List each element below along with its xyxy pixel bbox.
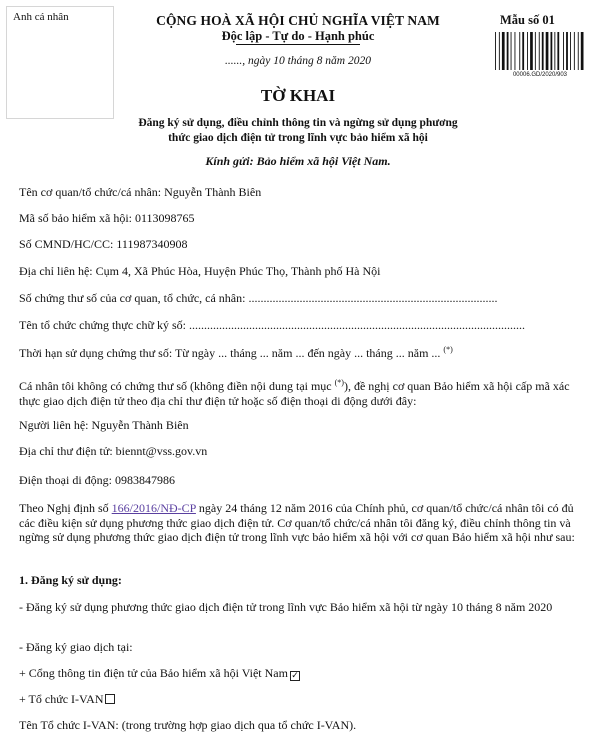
no-cert-text-b: ), đề nghị cơ quan Bảo hiểm xã hội cấp mã xác thực giao dịch điện tử theo địa chỉ thư điện tử hoặc số điện thoại di động dưới đây: [19, 379, 570, 408]
photo-label: Anh cá nhân [13, 11, 69, 23]
ivan-label: + Tổ chức I-VAN [19, 692, 104, 706]
field-insurance-code: Mã số bảo hiểm xã hội: 0113098765 [19, 211, 195, 225]
decree-link[interactable]: 166/2016/NĐ-CP [111, 501, 196, 515]
no-certificate-paragraph [19, 376, 584, 408]
nation-header: CỘNG HOÀ XÃ HỘI CHỦ NGHĨA VIỆT NAM [156, 13, 440, 28]
subtitle-line-2: thức giao dịch điện tử trong lĩnh vực bảo hiểm xã hội [168, 132, 428, 144]
field-id-number: Số CMND/HC/CC: 111987340908 [19, 237, 188, 251]
barcode-text: 00006.GD/2020/903 [512, 72, 568, 78]
field-cert-number: Số chứng thư số của cơ quan, tổ chức, cá nhân: ................................................................................... [19, 291, 498, 305]
field-phone: Điện thoại di động: 0983847986 [19, 473, 175, 487]
field-cert-org: Tên tổ chức chứng thực chữ ký số: ................................................................................................................ [19, 318, 525, 332]
field-validity [19, 345, 453, 361]
page-subtitle [0, 116, 596, 146]
ivan-checkbox[interactable] [105, 694, 115, 704]
field-address: Địa chỉ liên hệ: Cụm 4, Xã Phúc Hòa, Huyện Phúc Thọ, Thành phố Hà Nội [19, 264, 381, 278]
option-ivan [19, 692, 115, 707]
decree-paragraph [19, 501, 584, 545]
register-at-text: - Đăng ký giao dịch tại: [19, 640, 133, 654]
motto-underline [236, 44, 360, 45]
portal-checkbox[interactable]: ✓ [291, 671, 299, 681]
register-date-text: - Đăng ký sử dụng phương thức giao dịch điện tử trong lĩnh vực Bảo hiểm xã hội từ ngày 10 tháng 8 năm 2020 [19, 600, 553, 614]
document-date: ......, ngày 10 tháng 8 năm 2020 [225, 55, 371, 67]
ivan-name-text: Tên Tổ chức I-VAN: (trong trường hợp giao dịch qua tổ chức I-VAN). [19, 718, 357, 732]
validity-text: Thời hạn sử dụng chứng thư số: Từ ngày ... tháng ... năm ... đến ngày ... tháng ... năm ... [19, 346, 444, 360]
greeting: Kính gửi: Bảo hiểm xã hội Việt Nam. [205, 154, 391, 168]
page-title: TỜ KHAI [260, 86, 336, 105]
decree-prefix: Theo Nghị định số [19, 501, 112, 515]
portal-label: + Cổng thông tin điện tử của Bảo hiểm xã hội Việt Nam [19, 666, 288, 680]
option-portal [19, 666, 300, 681]
motto: Độc lập - Tự do - Hạnh phúc [221, 29, 375, 43]
barcode-icon [494, 32, 586, 70]
no-cert-text-a: Cá nhân tôi không có chứng thư số (không điền nội dung tại mục [19, 379, 335, 393]
field-email: Địa chỉ thư điện tử: biennt@vss.gov.vn [19, 444, 208, 458]
field-contact-person: Người liên hệ: Nguyễn Thành Biên [19, 418, 189, 432]
validity-mark: (*) [443, 345, 453, 354]
decree-rest: ngày 24 tháng 12 năm 2016 của Chính phủ, cơ quan/tổ chức/cá nhân tôi có đủ các điều kiện sử dụng phương thức giao dịch điện tử. Cơ quan/tổ chức/cá nhân tôi đăng ký, điều chỉnh thông tin và ngừng sử dụng phương thức giao dịch điện tử trong lĩnh vực bảo hiểm xã hội với cơ quan Bảo hiểm xã hội như sau: [19, 501, 575, 544]
section-1-heading: 1. Đăng ký sử dụng: [19, 573, 122, 587]
no-cert-mark: (*) [334, 378, 344, 387]
subtitle-line-1: Đăng ký sử dụng, điều chỉnh thông tin và ngừng sử dụng phương [138, 117, 458, 129]
field-name: Tên cơ quan/tổ chức/cá nhân: Nguyễn Thành Biên [19, 185, 262, 199]
form-number: Mẫu số 01 [500, 13, 555, 27]
